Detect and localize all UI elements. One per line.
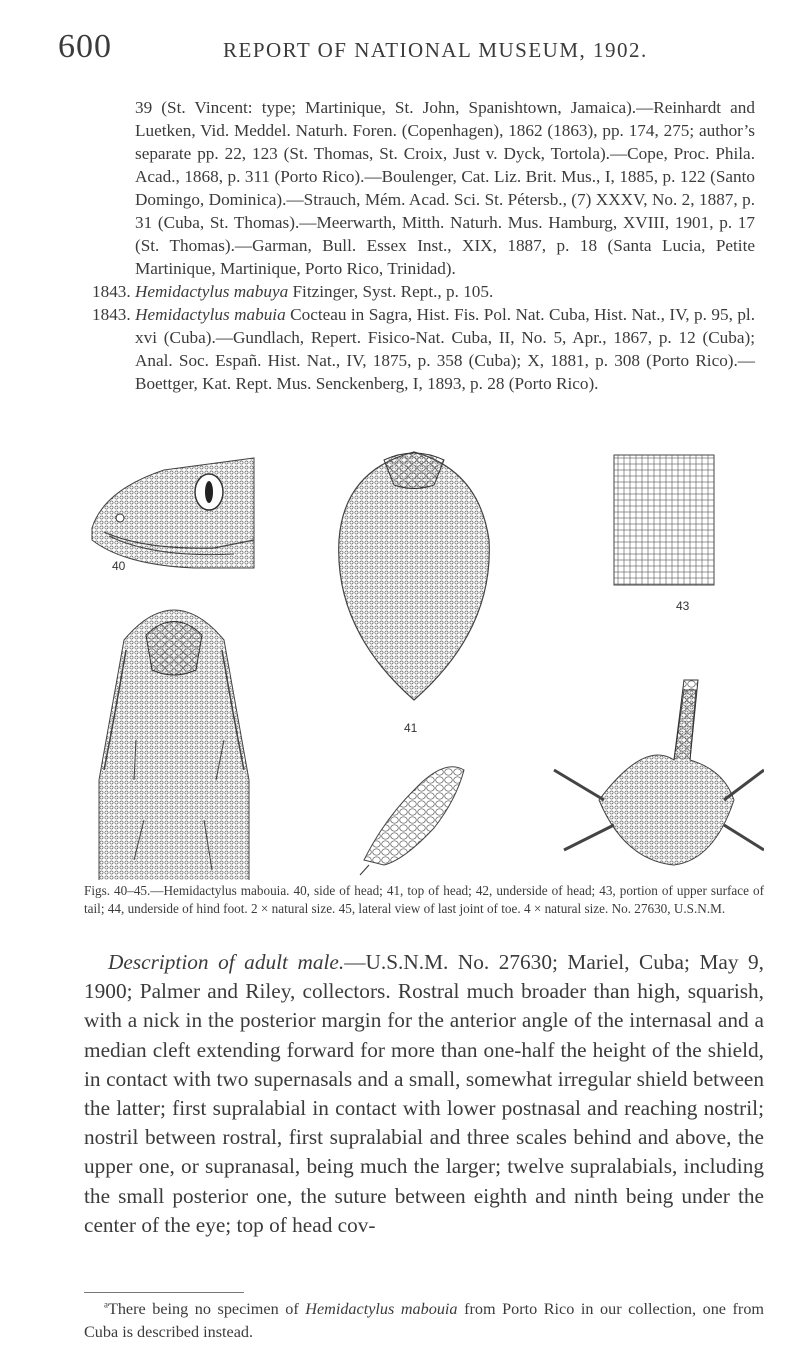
running-title: REPORT OF NATIONAL MUSEUM, 1902. [223,38,648,62]
figure-42-underside-of-head [99,610,249,880]
footnote-taxon-name: Hemidactylus mabouia [305,1300,458,1318]
synonymy-entry [92,280,755,303]
taxon-name: Hemidactylus mabuya [134,282,289,301]
footnote-text-before: There being no specimen of [107,1300,306,1318]
entry-year: 1843. [92,282,131,301]
description-paragraph [84,948,764,1240]
taxon-name: Hemidactylus mabuia [135,305,286,324]
figure-40-side-of-head [84,440,254,573]
entry-year: 1843. [92,305,131,324]
entry-citation: Fitzinger, Syst. Rept., p. 105. [288,282,494,301]
figure-label-40: 40 [112,559,126,573]
description-heading: Description of adult male. [108,950,345,974]
synonymy-block [92,96,755,395]
synonymy-continuation: 39 (St. Vincent: type; Martinique, St. John, Spanishtown, Jamaica).—Reinhardt and Luetken, Vid. Meddel. Naturh. Foren. (Copenhagen), 1862 (1863), pp. 174, 275; author’s separate pp. 22, 123 (St. Thomas, St. Croix, Just v. Dyck, Tortola).—Cope, Proc. Phila. Acad., 1868, p. 311 (Porto Rico).—Boulenger, Cat. Liz. Brit. Mus., I, 1885, p. 122 (Santo Domingo, Dominica).—Strauch, Mém. Acad. Sci. St. Pétersb., (7) XXXV, No. 2, 1887, p. 31 (Cuba, St. Thomas).—Meerwarth, Mitth. Naturh. Mus. Hamburg, XVIII, 1901, p. 17 (St. Thomas).—Garman, Bull. Essex Inst., XIX, 1887, p. 18 (Santa Lucia, Petite Martinique, Martinique, Porto Rico, Trinidad). [135,98,755,278]
figure-44-hind-foot [554,680,764,880]
figure-43-tail-portion [614,455,714,613]
synonymy-entry [92,303,755,395]
figure-41-top-of-head [339,452,490,735]
figure-label-43: 43 [676,599,690,613]
page-number: 600 [58,28,112,65]
figure-plate [84,440,764,880]
running-header [58,28,758,78]
footnote [84,1298,764,1344]
footnote-text-after: from Porto Rico in our collection, one from Cuba is described instead. [84,1300,765,1341]
description-text: —U.S.N.M. No. 27630; Mariel, Cuba; May 9, 1900; Palmer and Riley, collectors. Rostral much broader than high, squarish, with a nick in the posterior margin for the anterior angle of the internasal and a median cleft extending forward for more than one-half the height of the shield, in contact with two supernasals and a small, somewhat irregular shield between the latter; first supralabial in contact with lower postnasal and reaching nostril; nostril between rostral, first supralabial and three scales behind and above, the upper one, or supranasal, being much the larger; twelve supralabials, including the small posterior one, the suture between eighth and ninth being under the center of the eye; top of head cov- [84,950,764,1237]
figure-label-41: 41 [404,721,418,735]
figure-45-toe-joint [360,767,464,880]
footnote-marker: a [104,1299,108,1310]
entry-citation: Cocteau in Sagra, Hist. Fis. Pol. Nat. Cuba, Hist. Nat., IV, p. 95, pl. xvi (Cuba).—Gundlach, Repert. Fisico-Nat. Cuba, II, No. 5, Apr., 1867, p. 12 (Cuba); Anal. Soc. Españ. Hist. Nat., IV, 1875, p. 358 (Cuba); X, 1881, p. 308 (Porto Rico).—Boettger, Kat. Rept. Mus. Senckenberg, I, 1893, p. 28 (Porto Rico). [135,305,755,393]
figure-caption: Figs. 40–45.—Hemidactylus mabouia. 40, side of head; 41, top of head; 42, underside of head; 43, portion of upper surface of tail; 44, underside of hind foot. 2 × natural size. 45, lateral view of last joint of toe. 4 × natural size. No. 27630, U.S.N.M. [84,883,764,916]
footnote-rule [84,1292,244,1293]
